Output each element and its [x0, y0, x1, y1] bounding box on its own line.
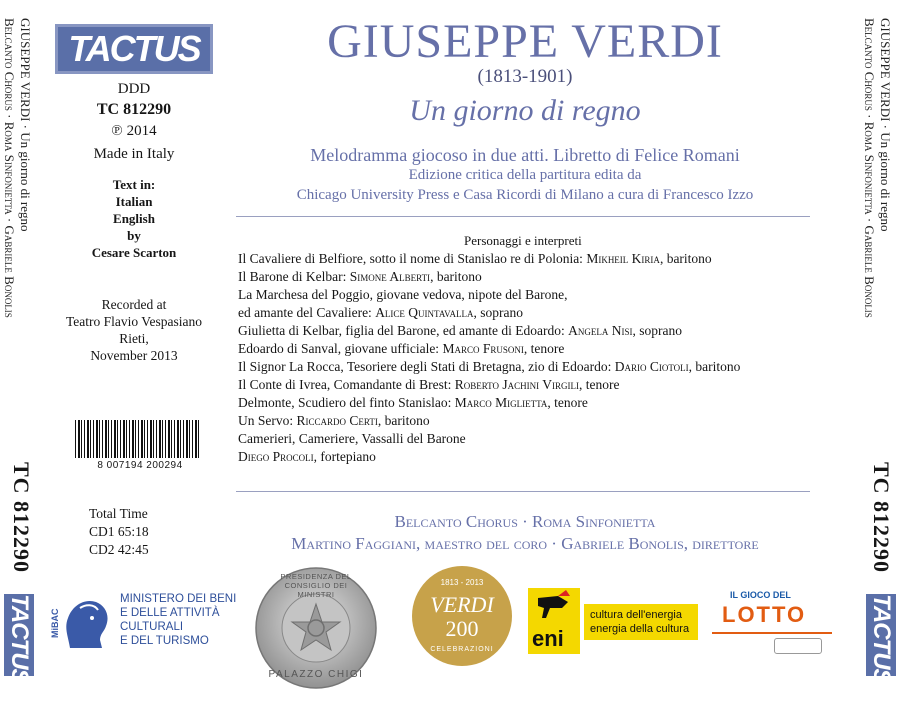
spine-performers: Belcanto Chorus · Roma Sinfonietta · Gabriele Bonolis: [862, 18, 877, 318]
text-credits: Text in: Italian English by Cesare Scarton: [91, 177, 177, 260]
barcode-number: 8 007194 200294: [97, 460, 183, 471]
verdi-number: 200: [445, 616, 479, 641]
composer-dates: (1813-1901): [477, 66, 573, 87]
cast-row: Il Cavaliere di Belfiore, sotto il nome di Stanislao re di Polonia: Mikheil Kiria, baritono: [238, 251, 712, 266]
catalog-number: TC 812290: [96, 101, 172, 118]
copyright: ℗ 2014: [111, 123, 157, 139]
lotto-word: LOTTO: [722, 602, 807, 627]
audio-format: DDD: [117, 81, 151, 97]
cast-row: Camerieri, Cameriere, Vassalli del Barone: [238, 431, 466, 446]
mibac-head-icon: [50, 588, 120, 654]
eni-slogan: cultura dell'energia energia della cultura: [584, 604, 698, 640]
lotto-partner-marks: [774, 638, 822, 654]
left-spine: [0, 10, 40, 694]
cast-row: Diego Procoli, fortepiano: [238, 449, 376, 464]
cast-heading: Personaggi e interpreti: [464, 233, 582, 248]
spine-performers: Belcanto Chorus · Roma Sinfonietta · Gabriele Bonolis: [2, 18, 17, 318]
eni-logo: [528, 588, 698, 654]
conductors-line: Martino Faggiani, maestro del coro · Gabriele Bonolis, direttore: [291, 534, 759, 553]
cast-row: Il Conte di Ivrea, Comandante di Brest: Roberto Jachini Virgili, tenore: [238, 377, 620, 392]
edition-line-2: Chicago University Press e Casa Ricordi di Milano a cura di Francesco Izzo: [296, 187, 754, 203]
cast-row: ed amante del Cavaliere: Alice Quintavalla, soprano: [238, 305, 524, 320]
eni-name: eni: [532, 626, 564, 651]
opera-subtitle: Melodramma giocoso in due atti. Libretto di Felice Romani: [310, 145, 740, 165]
cast-row: La Marchesa del Poggio, giovane vedova, nipote del Barone,: [238, 287, 568, 302]
recording-info: Recorded at Teatro Flavio Vespasiano Rieti, November 2013: [65, 297, 203, 363]
lotto-top-text: IL GIOCO DEL: [730, 590, 791, 600]
cast-row: Il Barone di Kelbar: Simone Alberti, baritono: [238, 269, 482, 284]
cast-row: Delmonte, Scudiero del finto Stanislao: Marco Miglietta, tenore: [238, 395, 588, 410]
six-legged-dog-icon: [528, 588, 580, 628]
eni-badge: [528, 588, 580, 654]
spine-tactus-logo: TACTUS: [868, 594, 895, 684]
cast-list: [238, 250, 740, 466]
divider-bottom: [236, 491, 810, 492]
divider-top: [236, 216, 810, 217]
verdi-years: 1813 - 2013: [440, 578, 484, 587]
verdi200-logo: [412, 566, 512, 666]
seal-top-text: PRESIDENZA DEL CONSIGLIO DEI MINISTRI: [280, 572, 352, 599]
seal-bottom-text: PALAZZO CHIGI: [268, 669, 364, 680]
tactus-logo: TACTUS: [55, 24, 213, 74]
spine-title: GIUSEPPE VERDI · Un giorno di regno: [878, 18, 893, 232]
verdi-name: VERDI: [430, 592, 494, 617]
cast-row: Giulietta di Kelbar, figlia del Barone, ed amante di Edoardo: Angela Nisi, soprano: [238, 323, 682, 338]
total-time: Total Time CD1 65:18 CD2 42:45: [89, 506, 149, 557]
spine-catalog: TC 812290: [9, 462, 34, 574]
mibac-logo: [50, 588, 250, 654]
cast-row: Il Signor La Rocca, Tesoriere degli Stati di Bretagna, zio di Edoardo: Dario Ciotoli, baritono: [238, 359, 741, 374]
presidenza-seal: [254, 566, 378, 690]
opera-title: Un giorno di regno: [409, 94, 641, 127]
right-spine: [860, 10, 900, 694]
made-in: Made in Italy: [93, 146, 175, 162]
cast-row: Edoardo di Sanval, giovane ufficiale: Marco Frusoni, tenore: [238, 341, 565, 356]
spine-tactus-logo: TACTUS: [6, 594, 33, 684]
lotto-underline: [712, 632, 832, 634]
mibac-abbr: MiBAC: [50, 608, 60, 638]
cast-row: Un Servo: Riccardo Certi, baritono: [238, 413, 430, 428]
lotto-logo: [712, 586, 842, 656]
edition-line-1: Edizione critica della partitura edita da: [408, 167, 642, 183]
spine-title: GIUSEPPE VERDI · Un giorno di regno: [18, 18, 33, 232]
verdi-subtitle: CELEBRAZIONI: [430, 646, 494, 653]
mibac-text: MINISTERO DEI BENI E DELLE ATTIVITÀ CULTURALI E DEL TURISMO: [120, 593, 237, 647]
composer-name: GIUSEPPE VERDI: [327, 15, 723, 68]
barcode: [75, 420, 201, 458]
ensembles-line: Belcanto Chorus · Roma Sinfonietta: [394, 512, 656, 531]
spine-catalog: TC 812290: [869, 462, 894, 574]
